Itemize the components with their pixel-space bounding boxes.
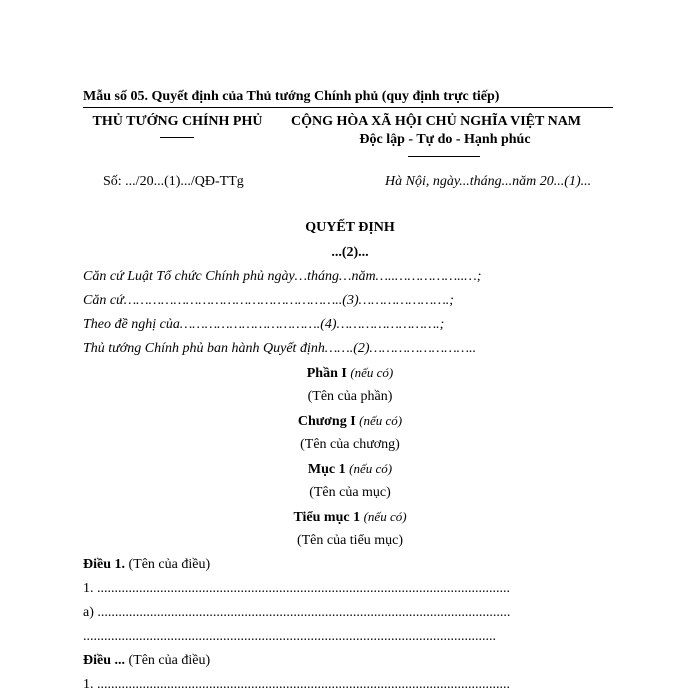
decision-subtitle: ...(2)... [331,245,369,260]
part-heading-note: (nếu có) [350,365,394,380]
part-name: (Tên của phần) [307,389,393,404]
article-n-label: Điều ... [83,653,125,668]
issuer-rule [160,137,194,138]
article-n-clause-1: 1. ...................................................................................................................... [83,677,510,692]
place-date: Hà Nội, ngày...tháng...năm 20...(1)... [385,174,592,189]
article-1-continuation: ...................................................................................................................... [83,629,496,644]
article-1-name: (Tên của điều) [128,557,211,572]
part-heading-label: Phần I [306,366,347,381]
article-1-heading [83,556,210,574]
article-1-point-a: a) ...................................................................................................................... [83,605,511,620]
subsection-heading-note: (nếu có) [363,509,407,524]
title-underline [83,107,613,108]
preamble-line-4: Thủ tướng Chính phủ ban hành Quyết định…….(2)…………………….. [83,341,477,356]
article-n-heading [83,652,210,670]
article-n-name: (Tên của điều) [128,653,211,668]
preamble-line-1: Căn cứ Luật Tổ chức Chính phủ ngày…tháng…năm…..……………..…; [83,269,482,284]
subsection-heading-label: Tiểu mục 1 [293,510,361,525]
document-number: Số: .../20...(1).../QĐ-TTg [103,174,244,189]
subsection-name: (Tên của tiểu mục) [296,533,404,548]
national-motto: Độc lập - Tự do - Hạnh phúc [359,132,531,147]
section-heading [0,460,700,479]
part-heading [0,364,700,383]
preamble-line-2: Căn cứ……………………………………………..(3)………………….; [83,293,454,308]
form-title: Mẫu số 05. Quyết định của Thủ tướng Chính phủ (quy định trực tiếp) [83,89,500,104]
section-heading-note: (nếu có) [349,461,393,476]
section-name: (Tên của mục) [309,485,391,500]
chapter-heading-label: Chương I [297,414,356,429]
article-1-clause-1: 1. ...................................................................................................................... [83,581,510,596]
chapter-heading [0,412,700,431]
motto-rule [408,156,480,157]
issuer-name: THỦ TƯỚNG CHÍNH PHỦ [92,114,263,129]
section-heading-label: Mục 1 [307,462,346,477]
article-1-label: Điều 1. [83,557,125,572]
preamble-line-3: Theo đề nghị của…………………………….(4)…………………….; [83,317,445,332]
country-name: CỘNG HÒA XÃ HỘI CHỦ NGHĨA VIỆT NAM [291,114,582,129]
decision-title: QUYẾT ĐỊNH [305,220,395,235]
subsection-heading [0,508,700,527]
chapter-name: (Tên của chương) [300,437,400,452]
chapter-heading-note: (nếu có) [359,413,403,428]
